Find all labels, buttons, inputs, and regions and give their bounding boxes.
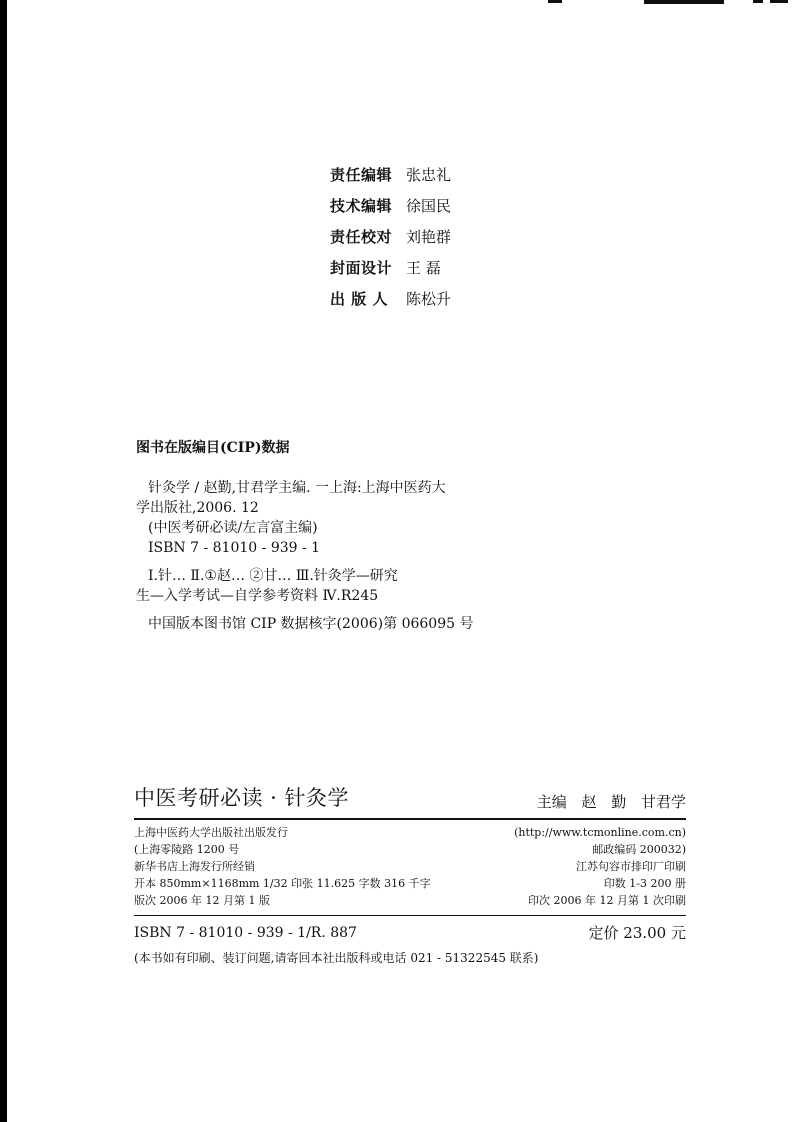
credit-value: 刘艳群 (406, 228, 452, 246)
cip-block (136, 438, 696, 634)
publisher-row-right: 印数 1-3 200 册 (603, 877, 686, 890)
credit-value: 王 磊 (406, 259, 441, 277)
price: 定价 23.00 元 (588, 924, 686, 942)
isbn: ISBN 7 - 81010 - 939 - 1/R. 887 (134, 924, 357, 941)
credit-value: 徐国民 (406, 197, 452, 215)
publisher-row (134, 824, 686, 841)
credit-row (330, 160, 451, 191)
publisher-row-right: 江苏句容市排印厂印刷 (576, 860, 686, 873)
cip-line: Ⅰ.针… Ⅱ.①赵… ②甘… Ⅲ.针灸学—研究 (148, 568, 398, 584)
imprint-footer (134, 782, 686, 966)
cip-line: ISBN 7 - 81010 - 939 - 1 (148, 540, 321, 556)
divider (134, 915, 686, 916)
credit-value: 张忠礼 (406, 166, 452, 184)
publisher-row-right: 印次 2006 年 12 月第 1 次印刷 (528, 894, 686, 907)
isbn-row (134, 922, 686, 943)
book-title: 中医考研必读 · 针灸学 (134, 786, 350, 810)
credit-row (330, 253, 451, 284)
cip-line: 中国版本图书馆 CIP 数据核字(2006)第 066095 号 (148, 616, 474, 632)
credit-value: 陈松升 (406, 290, 452, 308)
credit-label: 技术编辑 (330, 197, 393, 215)
publisher-row (134, 892, 686, 909)
credit-label: 责任编辑 (330, 166, 393, 184)
credit-row (330, 222, 451, 253)
publisher-row (134, 841, 686, 858)
editors: 主编 赵 勤 甘君学 (536, 793, 686, 811)
publisher-row-left: 新华书店上海发行所经销 (134, 860, 255, 873)
cip-line: (中医考研必读/左言富主编) (148, 520, 318, 536)
quality-note: (本书如有印刷、装订问题,请寄回本社出版科或电话 021 - 51322545 联系) (134, 951, 539, 965)
credit-label: 出 版 人 (330, 290, 388, 308)
publisher-row-right: 邮政编码 200032) (592, 843, 686, 856)
credit-row (330, 191, 451, 222)
credit-label: 责任校对 (330, 228, 393, 246)
cip-line: 学出版社,2006. 12 (136, 500, 259, 516)
publisher-row (134, 858, 686, 875)
publisher-row-left: 开本 850mm×1168mm 1/32 印张 11.625 字数 316 千字 (134, 877, 431, 890)
cip-title: 图书在版编目(CIP)数据 (136, 440, 290, 456)
publisher-row-right: (http://www.tcmonline.com.cn) (514, 826, 686, 839)
publisher-row-left: 上海中医药大学出版社出版发行 (134, 826, 288, 839)
publisher-info (134, 824, 686, 909)
credit-label: 封面设计 (330, 259, 393, 277)
page-edge-shadow (0, 0, 7, 1122)
scan-marks (548, 0, 796, 6)
cip-line: 针灸学 / 赵勤,甘君学主编. 一上海:上海中医药大 (148, 480, 446, 496)
publisher-row (134, 875, 686, 892)
credit-row (330, 284, 451, 315)
publisher-row-left: 版次 2006 年 12 月第 1 版 (134, 894, 270, 907)
publisher-row-left: (上海零陵路 1200 号 (134, 843, 240, 856)
cip-line: 生—入学考试—自学参考资料 Ⅳ.R245 (136, 588, 379, 604)
credits-block (330, 160, 451, 315)
imprint-header (134, 782, 686, 820)
